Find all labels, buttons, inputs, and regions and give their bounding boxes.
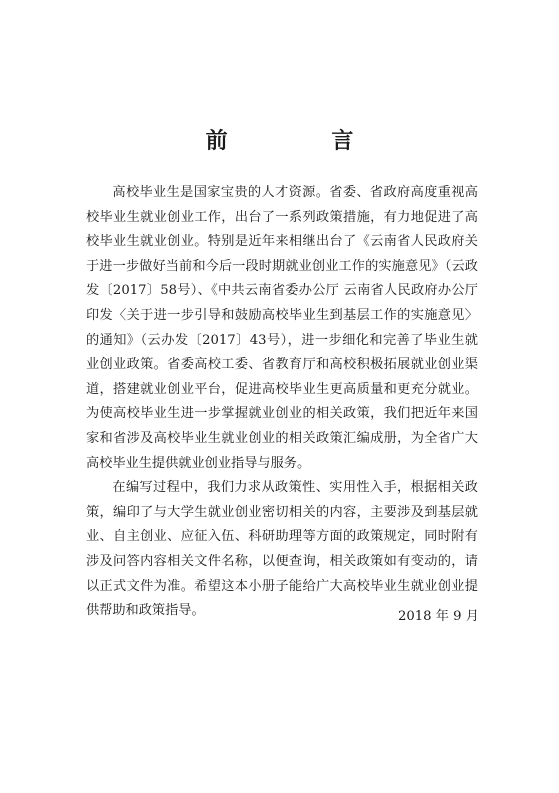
paragraph-1: 高校毕业生是国家宝贵的人才资源。省委、省政府高度重视高校毕业生就业创业工作，出台了一系列政策措施，有力地促进了高校毕业生就业创业。特别是近年来相继出台了《云南省人民政府关于进一步做好当前和今后一段时期就业创业工作的实施意见》（云政发〔2017〕58号）、《中共云南省委办公厅 云南省人民政府办公厅印发〈关于进一步引导和鼓励高校毕业生到基层工作的实施意见〉的通知》（云办发〔2017〕43号），进一步细化和完善了毕业生就业创业政策。省委高校工委、省教育厅和高校积极拓展就业创业渠道，搭建就业创业平台，促进高校毕业生更高质量和更充分就业。为使高校毕业生进一步掌握就业创业的相关政策，我们把近年来国家和省涉及高校毕业生就业创业的相关政策汇编成册，为全省广大高校毕业生提供就业创业指导与服务。: [86, 185, 478, 471]
preface-body: [86, 181, 478, 624]
paragraph-2: 在编写过程中，我们力求从政策性、实用性入手，根据相关政策，编印了与大学生就业创业密切相关的内容，主要涉及到基层就业、自主创业、应征入伍、科研助理等方面的政策规定，同时附有涉及问答内容相关文件名称，以便查询，相关政策如有变动的，请以正式文件为准。希望这本小册子能给广大高校毕业生就业创业提供帮助和政策指导。: [86, 480, 478, 619]
document-date: 2018 年 9 月: [398, 609, 479, 624]
page-title: 前 言: [205, 128, 402, 154]
